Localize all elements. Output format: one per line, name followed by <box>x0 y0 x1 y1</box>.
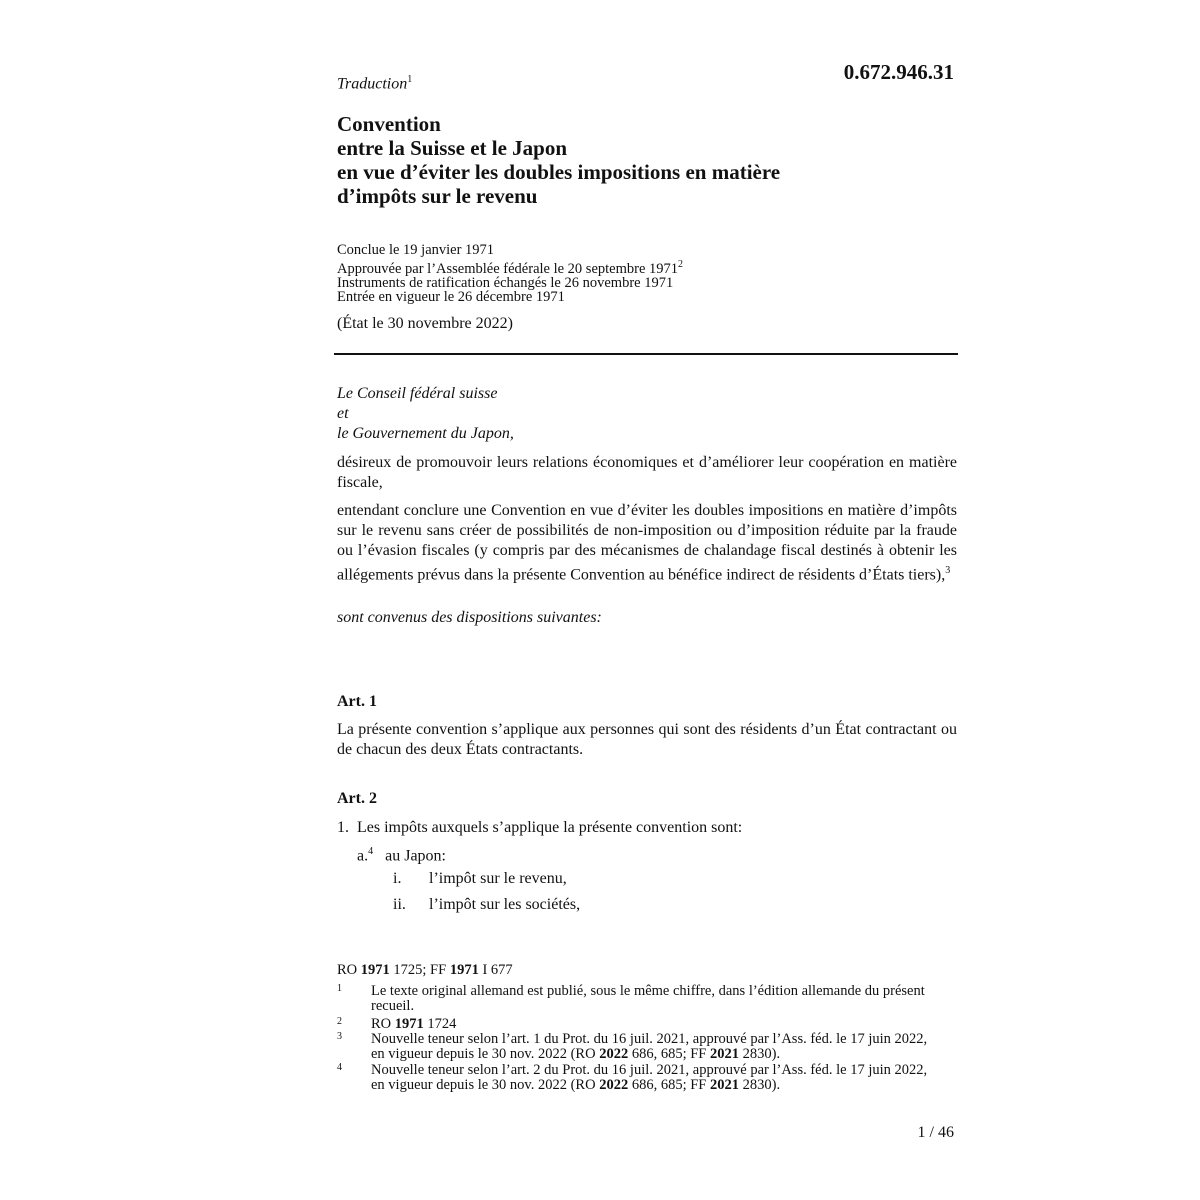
preamble-paragraph-2: entendant conclure une Convention en vue d’éviter les doubles impositions en matière d’impôts sur le revenu sans créer de possibilités de non-imposition ou d’imposition réduite par la fraude ou l’évasion fiscales (y compris par des mécanismes de chalandage fiscal destinés à obtenir les allégements prévus dans la présente Convention au bénéfice indirect de résidents d’États tiers),$^3$ <box>337 502 957 584</box>
enactment-info: Conclue le 19 janvier 1971 Approuvée par l’Assemblée fédérale le 20 septembre 1971$^2$ Instruments de ratification échangés le 26 novembre 1971 Entrée en vigueur le 26 décembre 1971 <box>337 242 684 306</box>
footnote-3: 3 Nouvelle teneur selon l’art. 1 du Prot. du 16 juil. 2021, approuvé par l’Ass. féd. le 17 juin 2022, en vigueur depuis le 30 nov. 2022 (RO 2022 686, 685; FF 2021 2830). <box>337 1031 928 1062</box>
sr-number: 0.672.946.31 <box>843 60 954 84</box>
article-1-heading: Art. 1 <box>337 693 377 710</box>
footnote-1: 1 Le texte original allemand est publié, sous le même chiffre, dans l’édition allemande du présent recueil. <box>337 983 925 1014</box>
article-2-subitem-ii: ii. l’impôt sur les sociétés, <box>393 896 581 913</box>
page-number: 1 / 46 <box>917 1124 954 1141</box>
title-divider <box>334 353 958 355</box>
translation-note: Traduction$^1$ <box>337 74 413 93</box>
publication-reference: RO 1971 1725; FF 1971 I 677 <box>337 962 513 978</box>
footnote-2: 2 RO 1971 1724 <box>337 1016 457 1032</box>
footnote-4: 4 Nouvelle teneur selon l’art. 2 du Prot. du 16 juil. 2021, approuvé par l’Ass. féd. le 17 juin 2022, en vigueur depuis le 30 nov. 2022 (RO 2022 686, 685; FF 2021 2830). <box>337 1062 928 1093</box>
article-2-item-1: 1. Les impôts auxquels s’applique la présente convention sont: <box>337 819 743 836</box>
preamble-parties: Le Conseil fédéral suisse et le Gouvernement du Japon, <box>337 385 514 442</box>
status-date: (État le 30 novembre 2022) <box>337 315 513 332</box>
article-1-text: La présente convention s’applique aux personnes qui sont des résidents d’un État contractant ou de chacun des deux États contractants. <box>337 721 957 758</box>
article-2-subitem-i: i. l’impôt sur le revenu, <box>393 870 567 887</box>
footnote-ref-4[interactable]: 4 <box>368 846 374 857</box>
preamble-closing: sont convenus des dispositions suivantes: <box>337 609 602 626</box>
footnote-ref-2[interactable]: 2 <box>678 258 684 270</box>
footnote-ref-3[interactable]: 3 <box>945 565 951 576</box>
document-title: Convention entre la Suisse et le Japon en vue d’éviter les doubles impositions en matière d’impôts sur le revenu <box>337 112 781 208</box>
footnote-ref-1[interactable]: 1 <box>407 74 413 85</box>
preamble-paragraph-1: désireux de promouvoir leurs relations économiques et d’améliorer leur coopération en matière fiscale, <box>337 454 957 491</box>
article-2-heading: Art. 2 <box>337 790 377 807</box>
article-2-letter-a: a.$^4$ au Japon: <box>357 846 446 865</box>
